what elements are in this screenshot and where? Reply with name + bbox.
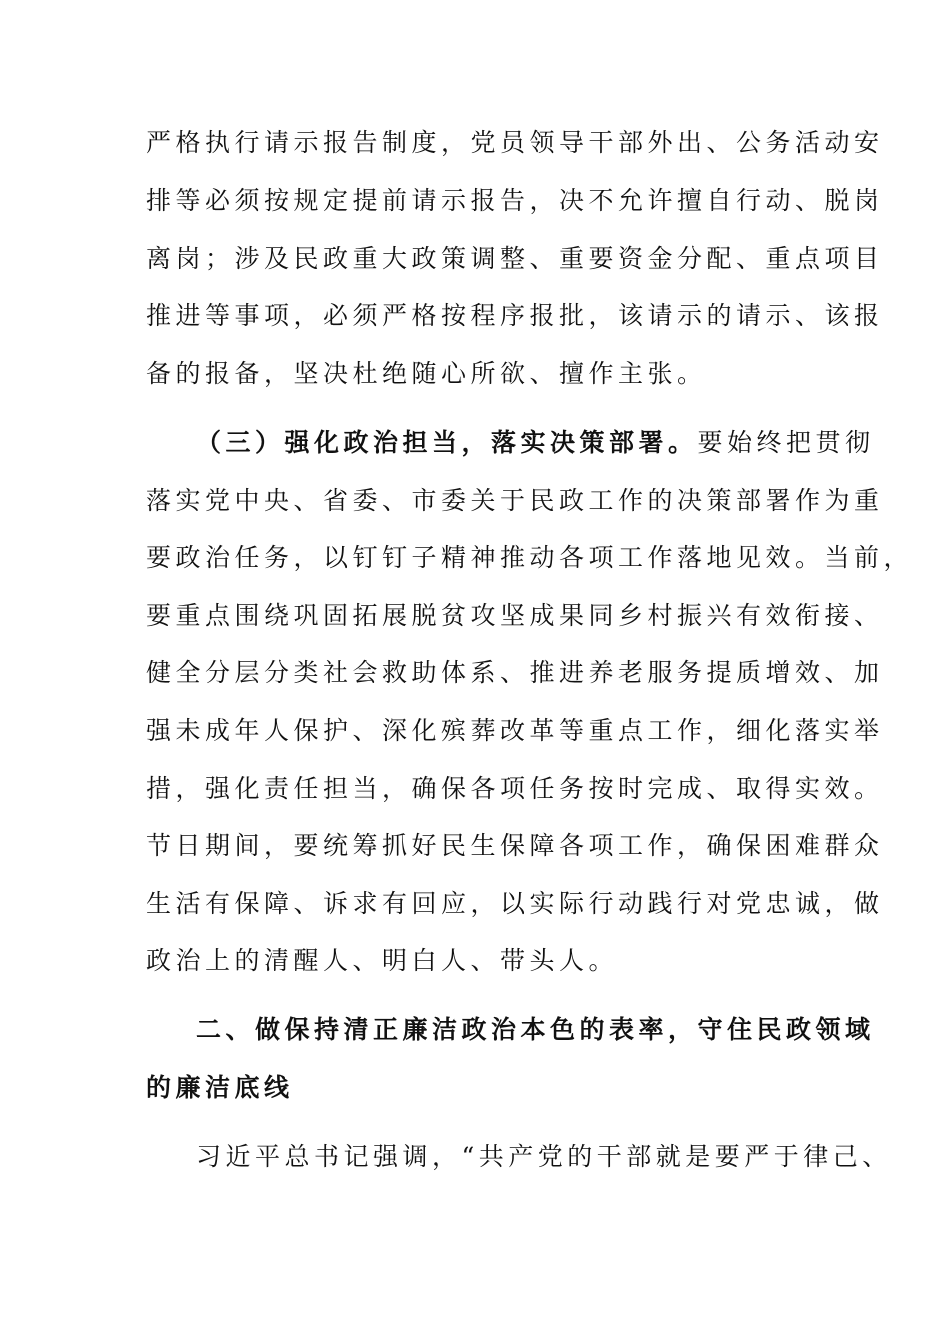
text-line: 推进等事项，必须严格按程序报批，该请示的请示、该报 [146,301,884,330]
text-line: 政治上的清醒人、明白人、带头人。 [146,946,619,975]
text-line [196,428,875,458]
text-line: 生活有保障、诉求有回应，以实际行动践行对党忠诚，做 [146,889,884,918]
text-line: 健全分层分类社会救助体系、推进养老服务提质增效、加 [146,658,884,687]
text-line: 落实党中央、省委、市委关于民政工作的决策部署作为重 [146,486,884,515]
text-line: 备的报备，坚决杜绝随心所欲、擅作主张。 [146,359,707,388]
text-line: 习近平总书记强调，“共产党的干部就是要严于律己、 [196,1142,892,1171]
text-line: 强未成年人保护、深化殡葬改革等重点工作，细化落实举 [146,716,884,745]
text-line: 严格执行请示报告制度，党员领导干部外出、公务活动安 [146,128,884,157]
text-line: 排等必须按规定提前请示报告，决不允许擅自行动、脱岗 [146,186,884,215]
text-line: 措，强化责任担当，确保各项任务按时完成、取得实效。 [146,774,884,803]
heading-line: 二、做保持清正廉洁政治本色的表率，守住民政领域 [196,1015,875,1044]
text-line: 离岗；涉及民政重大政策调整、重要资金分配、重点项目 [146,244,884,273]
text-line: 要政治任务，以钉钉子精神推动各项工作落地见效。当前， [146,543,914,572]
text-line: 节日期间，要统筹抓好民生保障各项工作，确保困难群众 [146,831,884,860]
heading-line: 的廉洁底线 [146,1073,294,1102]
text-line: 要重点围绕巩固拓展脱贫攻坚成果同乡村振兴有效衔接、 [146,601,884,630]
text-run: 要始终把贯彻 [697,428,875,457]
section-subheading: （三）强化政治担当，落实决策部署。 [196,428,698,457]
